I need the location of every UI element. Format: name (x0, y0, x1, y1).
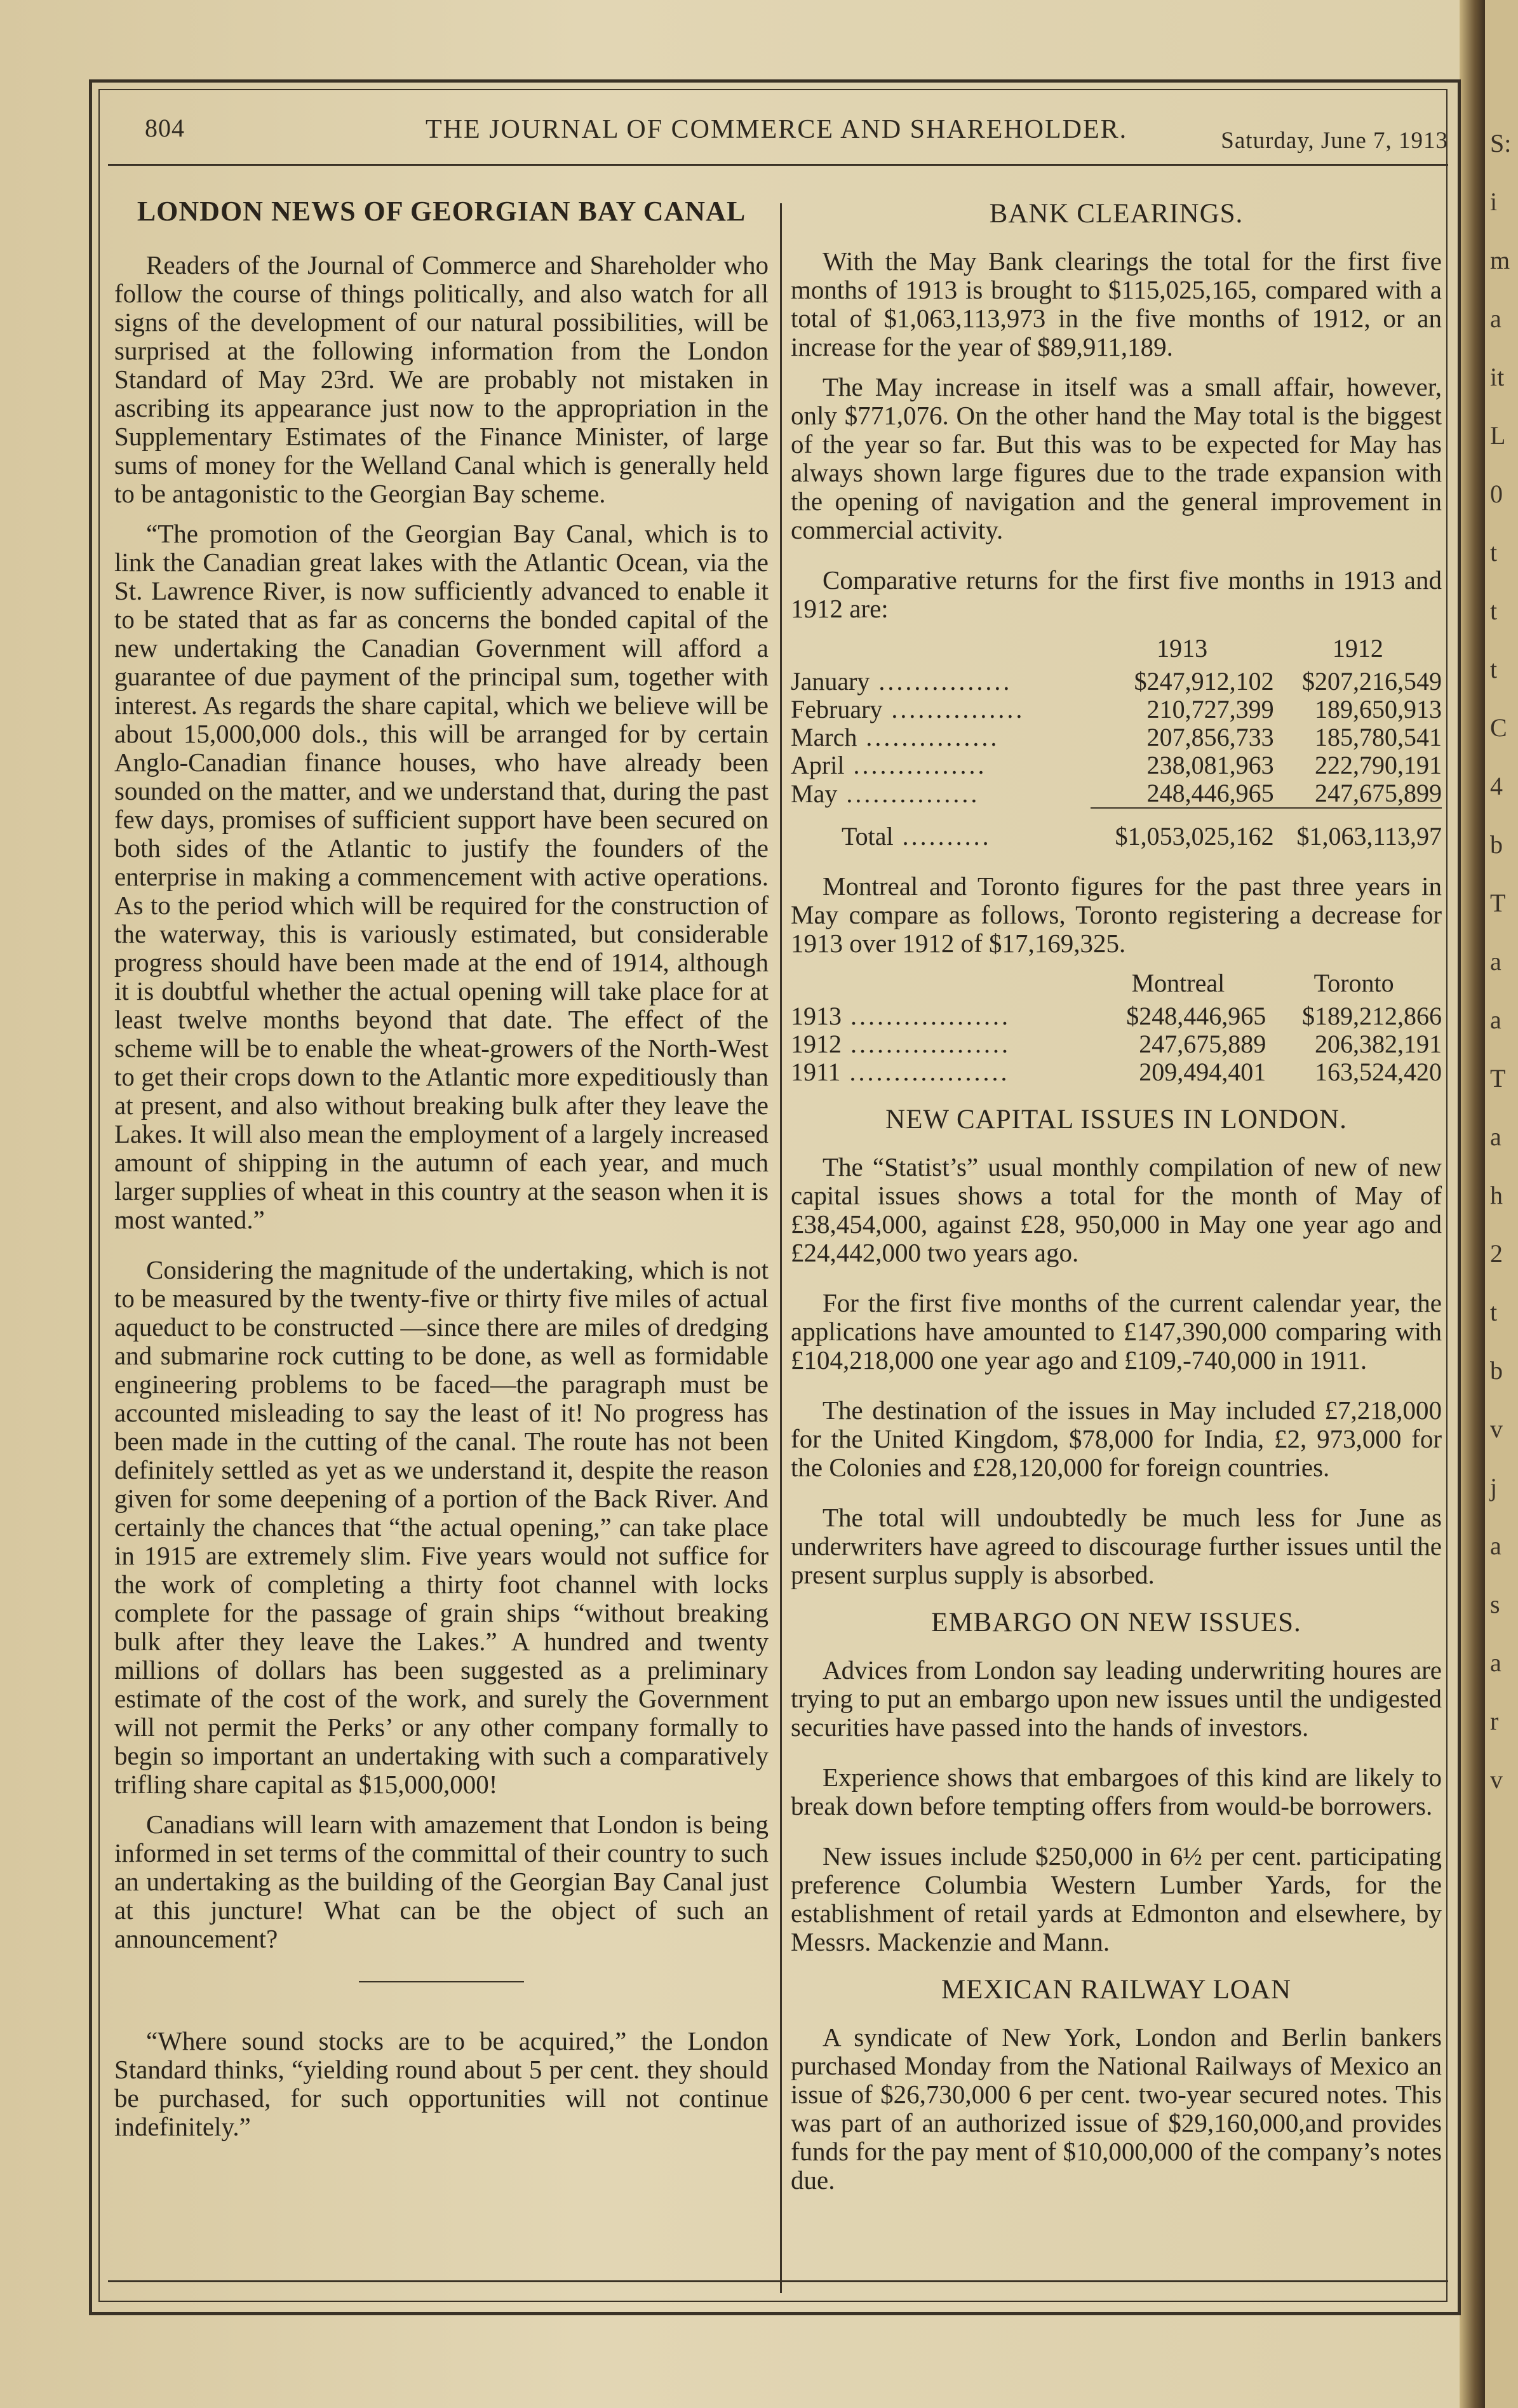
month-cell: May ............... (791, 779, 980, 808)
column-header: Montreal (1131, 969, 1225, 997)
table-row (791, 779, 1442, 808)
table-header-row (791, 969, 1442, 1002)
column-header: 1912 (1332, 634, 1383, 663)
adjacent-page-fragment: a (1490, 1122, 1501, 1151)
adjacent-page-fragment: a (1490, 1006, 1501, 1034)
article-paragraph: Canadians will learn with amazement that London is being informed in set terms of the committal of their country to such an undertaking as the building of the Georgian Bay Canal just at this juncture! What can be the object of such an announcement? (114, 1810, 769, 1953)
toronto-cell: 163,524,420 (1315, 1058, 1442, 1086)
adjacent-page-fragment: a (1490, 304, 1501, 333)
adjacent-page-fragment: i (1490, 187, 1498, 216)
montreal-cell: $248,446,965 (1126, 1002, 1266, 1030)
adjacent-page-fragment: m (1490, 246, 1510, 274)
value-1912-cell: $207,216,549 (1302, 667, 1442, 696)
table-row (791, 1002, 1442, 1030)
total-label-cell: Total .......... (842, 821, 991, 851)
article-paragraph: “The promotion of the Georgian Bay Canal, which is to link the Canadian great lakes with the Atlantic Ocean, via the St. Lawrence River, is now sufficiently advanced to enable it to be stated that as far as concerns the bonded capital of the new undertaking the Canadian Government will afford a guarantee of due payment of the principal sum, together with interest. As regards the share capital, which we believe will be about 15,000,000 dols., this will be arranged for by certain Anglo-Canadian finance houses, who have already been sounded on the matter, and we understand that, during the past few days, promises of sufficient support have been secured on both sides of the Atlantic to justify the founders of the enterprise in making a commencement with active operations. As to the period which will be required for the construction of the waterway, this is variously estimated, but considerable progress should have been made at the end of 1914, although it is doubtful whether the actual opening will take place for at least twelve months beyond that date. The effect of the scheme will be to enable the wheat-growers of the North-West to get their crops down to the Atlantic more expeditiously than at present, and also without breaking bulk after they leave the Lakes. It will also mean the employment of a largely increased amount of shipping in the autumn of each year, and much larger supplies of wheat in this country at the season when it is most wanted.” (114, 519, 769, 1234)
adjacent-page-fragment: 2 (1490, 1239, 1503, 1268)
table-header-row (791, 635, 1442, 668)
column-divider (780, 203, 782, 2293)
column-header: 1913 (1157, 634, 1208, 663)
adjacent-page-fragment: t (1490, 1298, 1498, 1326)
page-header (127, 113, 1448, 158)
montreal-cell: 209,494,401 (1139, 1058, 1266, 1086)
adjacent-page-fragment: h (1490, 1181, 1503, 1209)
header-rule (108, 164, 1448, 166)
month-cell: April ............... (791, 751, 987, 779)
embargo-headline: EMBARGO ON NEW ISSUES. (931, 1608, 1301, 1638)
value-1912-cell: 189,650,913 (1315, 695, 1442, 723)
adjacent-page-fragment: a (1490, 947, 1501, 976)
montreal-cell: 247,675,889 (1139, 1030, 1266, 1058)
adjacent-page-fragment: T (1490, 889, 1506, 917)
book-gutter (1460, 0, 1485, 2408)
adjacent-page-fragment: T (1490, 1064, 1506, 1093)
table-row (791, 751, 1442, 779)
table-row (791, 668, 1442, 696)
article-paragraph: With the May Bank clearings the total for the first five months of 1913 is brought to $115,025,165, compared with a total of $1,063,113,973 in the five months of 1912, or an increase for the year of $89,911,189. (791, 246, 1442, 361)
year-cell: 1912 .................. (791, 1030, 1011, 1058)
page-number: 804 (145, 114, 185, 142)
article-paragraph: The destination of the issues in May included £7,218,000 for the United Kingdom, $78,000 for India, £2, 973,000 for the Colonies and £28,120,000 for foreign countries. (791, 1396, 1442, 1482)
adjacent-page-fragment: j (1490, 1473, 1498, 1502)
bank-clearings-table (791, 635, 1442, 851)
adjacent-page-fragment: S: (1490, 129, 1512, 158)
column-header: Toronto (1313, 969, 1394, 997)
journal-title: THE JOURNAL OF COMMERCE AND SHAREHOLDER. (426, 115, 1128, 144)
table-row (791, 1030, 1442, 1058)
article-paragraph: Comparative returns for the first five months in 1913 and 1912 are: (791, 565, 1442, 623)
adjacent-page-fragment: a (1490, 1531, 1501, 1560)
adjacent-page-fragment: t (1490, 538, 1498, 567)
article-paragraph: A syndicate of New York, London and Berlin bankers purchased Monday from the National Railways of Mexico an issue of $26,730,000 6 per cent. two-year secured notes. This was part of an authorized issue of $29,160,000,and provides funds for the pay ment of $10,000,000 of the company’s notes due. (791, 2022, 1442, 2195)
value-1912-cell: 222,790,191 (1315, 751, 1442, 779)
table-row (791, 1058, 1442, 1086)
adjacent-page-fragment: v (1490, 1415, 1503, 1443)
section-separator (359, 1981, 524, 1982)
bottom-rule (108, 2280, 1448, 2282)
adjacent-page-fragment: s (1490, 1590, 1500, 1618)
city-clearings-table (791, 969, 1442, 1086)
article-paragraph: Montreal and Toronto figures for the past three years in May compare as follows, Toronto registering a decrease for 1913 over 1912 of $17,169,325. (791, 871, 1442, 958)
issue-date: Saturday, June 7, 1913 (1221, 128, 1448, 154)
article-paragraph: “Where sound stocks are to be acquired,” the London Standard thinks, “yielding round about 5 per cent. they should be purchased, for such opportunities will not continue indefinitely.” (114, 2026, 769, 2141)
new-capital-headline: NEW CAPITAL ISSUES IN LONDON. (885, 1105, 1347, 1134)
article-paragraph: Readers of the Journal of Commerce and Shareholder who follow the course of things politically, and also watch for all signs of the development of our natural possibilities, will be surprised at the following information from the London Standard of May 23rd. We are probably not mistaken in ascribing its appearance just now to the appropriation in the Supplementary Estimates of the Finance Minister, of large sums of money for the Welland Canal which is generally held to be antagonistic to the Georgian Bay scheme. (114, 250, 769, 508)
table-row (791, 723, 1442, 751)
value-1913-cell: $247,912,102 (1134, 667, 1274, 696)
article-paragraph: The “Statist’s” usual monthly compilation of new of new capital issues shows a total for the month of May of £38,454,000, against £28, 950,000 in May one year ago and £24,442,000 two years ago. (791, 1152, 1442, 1267)
value-1913-cell: 207,856,733 (1146, 723, 1274, 751)
article-paragraph: The total will undoubtedly be much less for June as underwriters have agreed to discourage further issues until the present surplus supply is absorbed. (791, 1503, 1442, 1589)
article-paragraph: For the first five months of the current calendar year, the applications have amounted to £147,390,000 comparing with £104,218,000 one year ago and £109,-740,000 in 1911. (791, 1288, 1442, 1375)
article-paragraph: Considering the magnitude of the undertaking, which is not to be measured by the twenty-five or thirty five miles of actual aqueduct to be constructed —since there are miles of dredging and submarine rock cutting to be done, as well as formidable engineering problems to be faced—the paragraph must be accounted misleading to say the least of it! No progress has been made in the cutting of the canal. The route has not been definitely settled as yet as we understand it, despite the reason given for some deepening of a portion of the Back River. And certainly the chances that “the actual opening,” can take place in 1915 are extremely slim. Five years would not suffice for the work of completing a thirty foot channel with locks complete for the passage of grain ships “without breaking bulk after they leave the Lakes.” A hundred and twenty millions of dollars has been suggested as a preliminary estimate of the cost of the work, and surely the Government will not permit the Perks’ or any other company formally to begin so important an undertaking with such a comparatively trifling share capital as $15,000,000! (114, 1255, 769, 1799)
adjacent-page-fragment: 4 (1490, 772, 1503, 800)
value-1912-cell: 185,780,541 (1315, 723, 1442, 751)
adjacent-page-fragment: L (1490, 421, 1506, 450)
adjacent-page-fragment: t (1490, 596, 1498, 625)
adjacent-page-fragment: 0 (1490, 480, 1503, 508)
value-1912-cell: 247,675,899 (1315, 779, 1442, 807)
total-1913-cell: $1,053,025,162 (1091, 808, 1274, 851)
table-total-row (791, 808, 1442, 851)
bank-clearings-headline: BANK CLEARINGS. (989, 199, 1244, 229)
year-cell: 1913 .................. (791, 1002, 1011, 1030)
article-paragraph: New issues include $250,000 in 6½ per cent. participating preference Columbia Western Lumber Yards, for the establishment of retail yards at Edmonton and elsewhere, by Messrs. Mackenzie and Mann. (791, 1841, 1442, 1956)
month-cell: January ............... (791, 668, 1012, 696)
total-1912-cell: $1,063,113,97 (1274, 808, 1442, 851)
value-1913-cell: 248,446,965 (1146, 779, 1274, 807)
adjacent-page-fragments (1490, 114, 1518, 1809)
article-paragraph: Advices from London say leading underwriting houres are trying to put an embargo upon new issues until the undigested securities have passed into the hands of investors. (791, 1655, 1442, 1742)
year-cell: 1911 .................. (791, 1058, 1010, 1086)
table-row (791, 696, 1442, 723)
value-1913-cell: 210,727,399 (1146, 695, 1274, 723)
value-1913-cell: 238,081,963 (1146, 751, 1274, 779)
left-column (114, 191, 769, 2153)
adjacent-page-fragment: r (1490, 1707, 1499, 1735)
adjacent-page-fragment: b (1490, 830, 1503, 859)
article-paragraph: Experience shows that embargoes of this kind are likely to break down before tempting offers from would-be borrowers. (791, 1763, 1442, 1820)
adjacent-page-fragment: v (1490, 1765, 1503, 1794)
adjacent-page-fragment: it (1490, 363, 1505, 391)
adjacent-page-fragment: a (1490, 1648, 1501, 1677)
article-headline: LONDON NEWS OF GEORGIAN BAY CANAL (137, 196, 746, 227)
article-paragraph: The May increase in itself was a small affair, however, only $771,076. On the other hand the May total is the biggest of the year so far. But this was to be expected for May has always shown large figures due to the trade expansion with the opening of navigation and the general improvement in commercial activity. (791, 372, 1442, 544)
adjacent-page-fragment: t (1490, 655, 1498, 683)
toronto-cell: $189,212,866 (1302, 1002, 1442, 1030)
adjacent-page-edge (1485, 0, 1518, 2408)
month-cell: March ............... (791, 723, 1000, 751)
adjacent-page-fragment: b (1490, 1356, 1503, 1385)
right-column (791, 191, 1442, 2206)
mexican-headline: MEXICAN RAILWAY LOAN (941, 1975, 1292, 2005)
month-cell: February ............... (791, 696, 1025, 723)
toronto-cell: 206,382,191 (1315, 1030, 1442, 1058)
adjacent-page-fragment: C (1490, 713, 1507, 742)
